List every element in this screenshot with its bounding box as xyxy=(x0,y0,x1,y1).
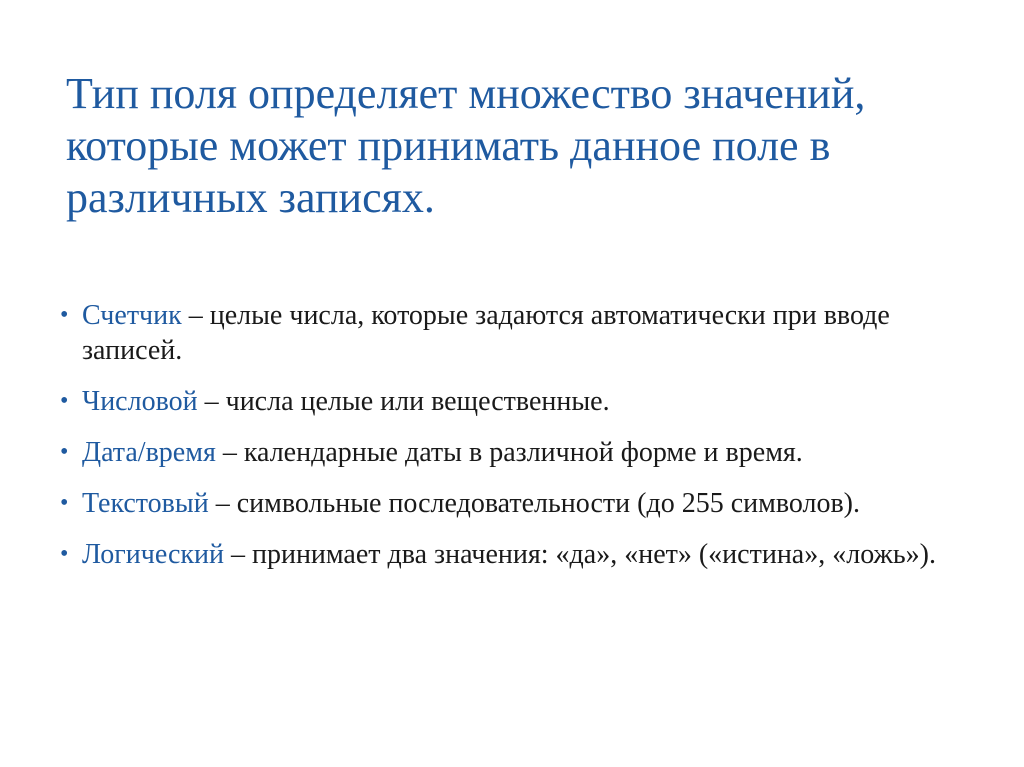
field-type-description: – принимает два значения: «да», «нет» («истина», «ложь»). xyxy=(223,539,936,570)
field-type-term: Дата/время xyxy=(82,437,216,468)
field-type-term: Счетчик xyxy=(82,300,182,331)
field-type-description: – символьные последовательности (до 255 символов). xyxy=(208,488,861,519)
field-type-description: – календарные даты в различной форме и время. xyxy=(215,437,803,468)
list-item-numeric xyxy=(60,384,960,419)
bullet-icon: • xyxy=(60,388,69,414)
list-item-counter xyxy=(60,298,960,368)
list-item-text xyxy=(60,486,960,521)
slide-title: Тип поля определяет множество значений, которые может принимать данное поле в различных записях. xyxy=(66,69,866,222)
bullet-list xyxy=(60,298,960,588)
field-type-term: Текстовый xyxy=(82,488,209,519)
bullet-icon: • xyxy=(60,490,69,516)
list-item-datetime xyxy=(60,435,960,470)
bullet-icon: • xyxy=(60,439,69,465)
list-item-logical xyxy=(60,537,960,572)
field-type-term: Логический xyxy=(82,539,224,570)
bullet-icon: • xyxy=(60,541,69,567)
field-type-description: – целые числа, которые задаются автоматически при вводе записей. xyxy=(82,300,890,366)
field-type-term: Числовой xyxy=(82,386,198,417)
field-type-description: – числа целые или вещественные. xyxy=(197,386,610,417)
bullet-icon: • xyxy=(60,302,69,328)
